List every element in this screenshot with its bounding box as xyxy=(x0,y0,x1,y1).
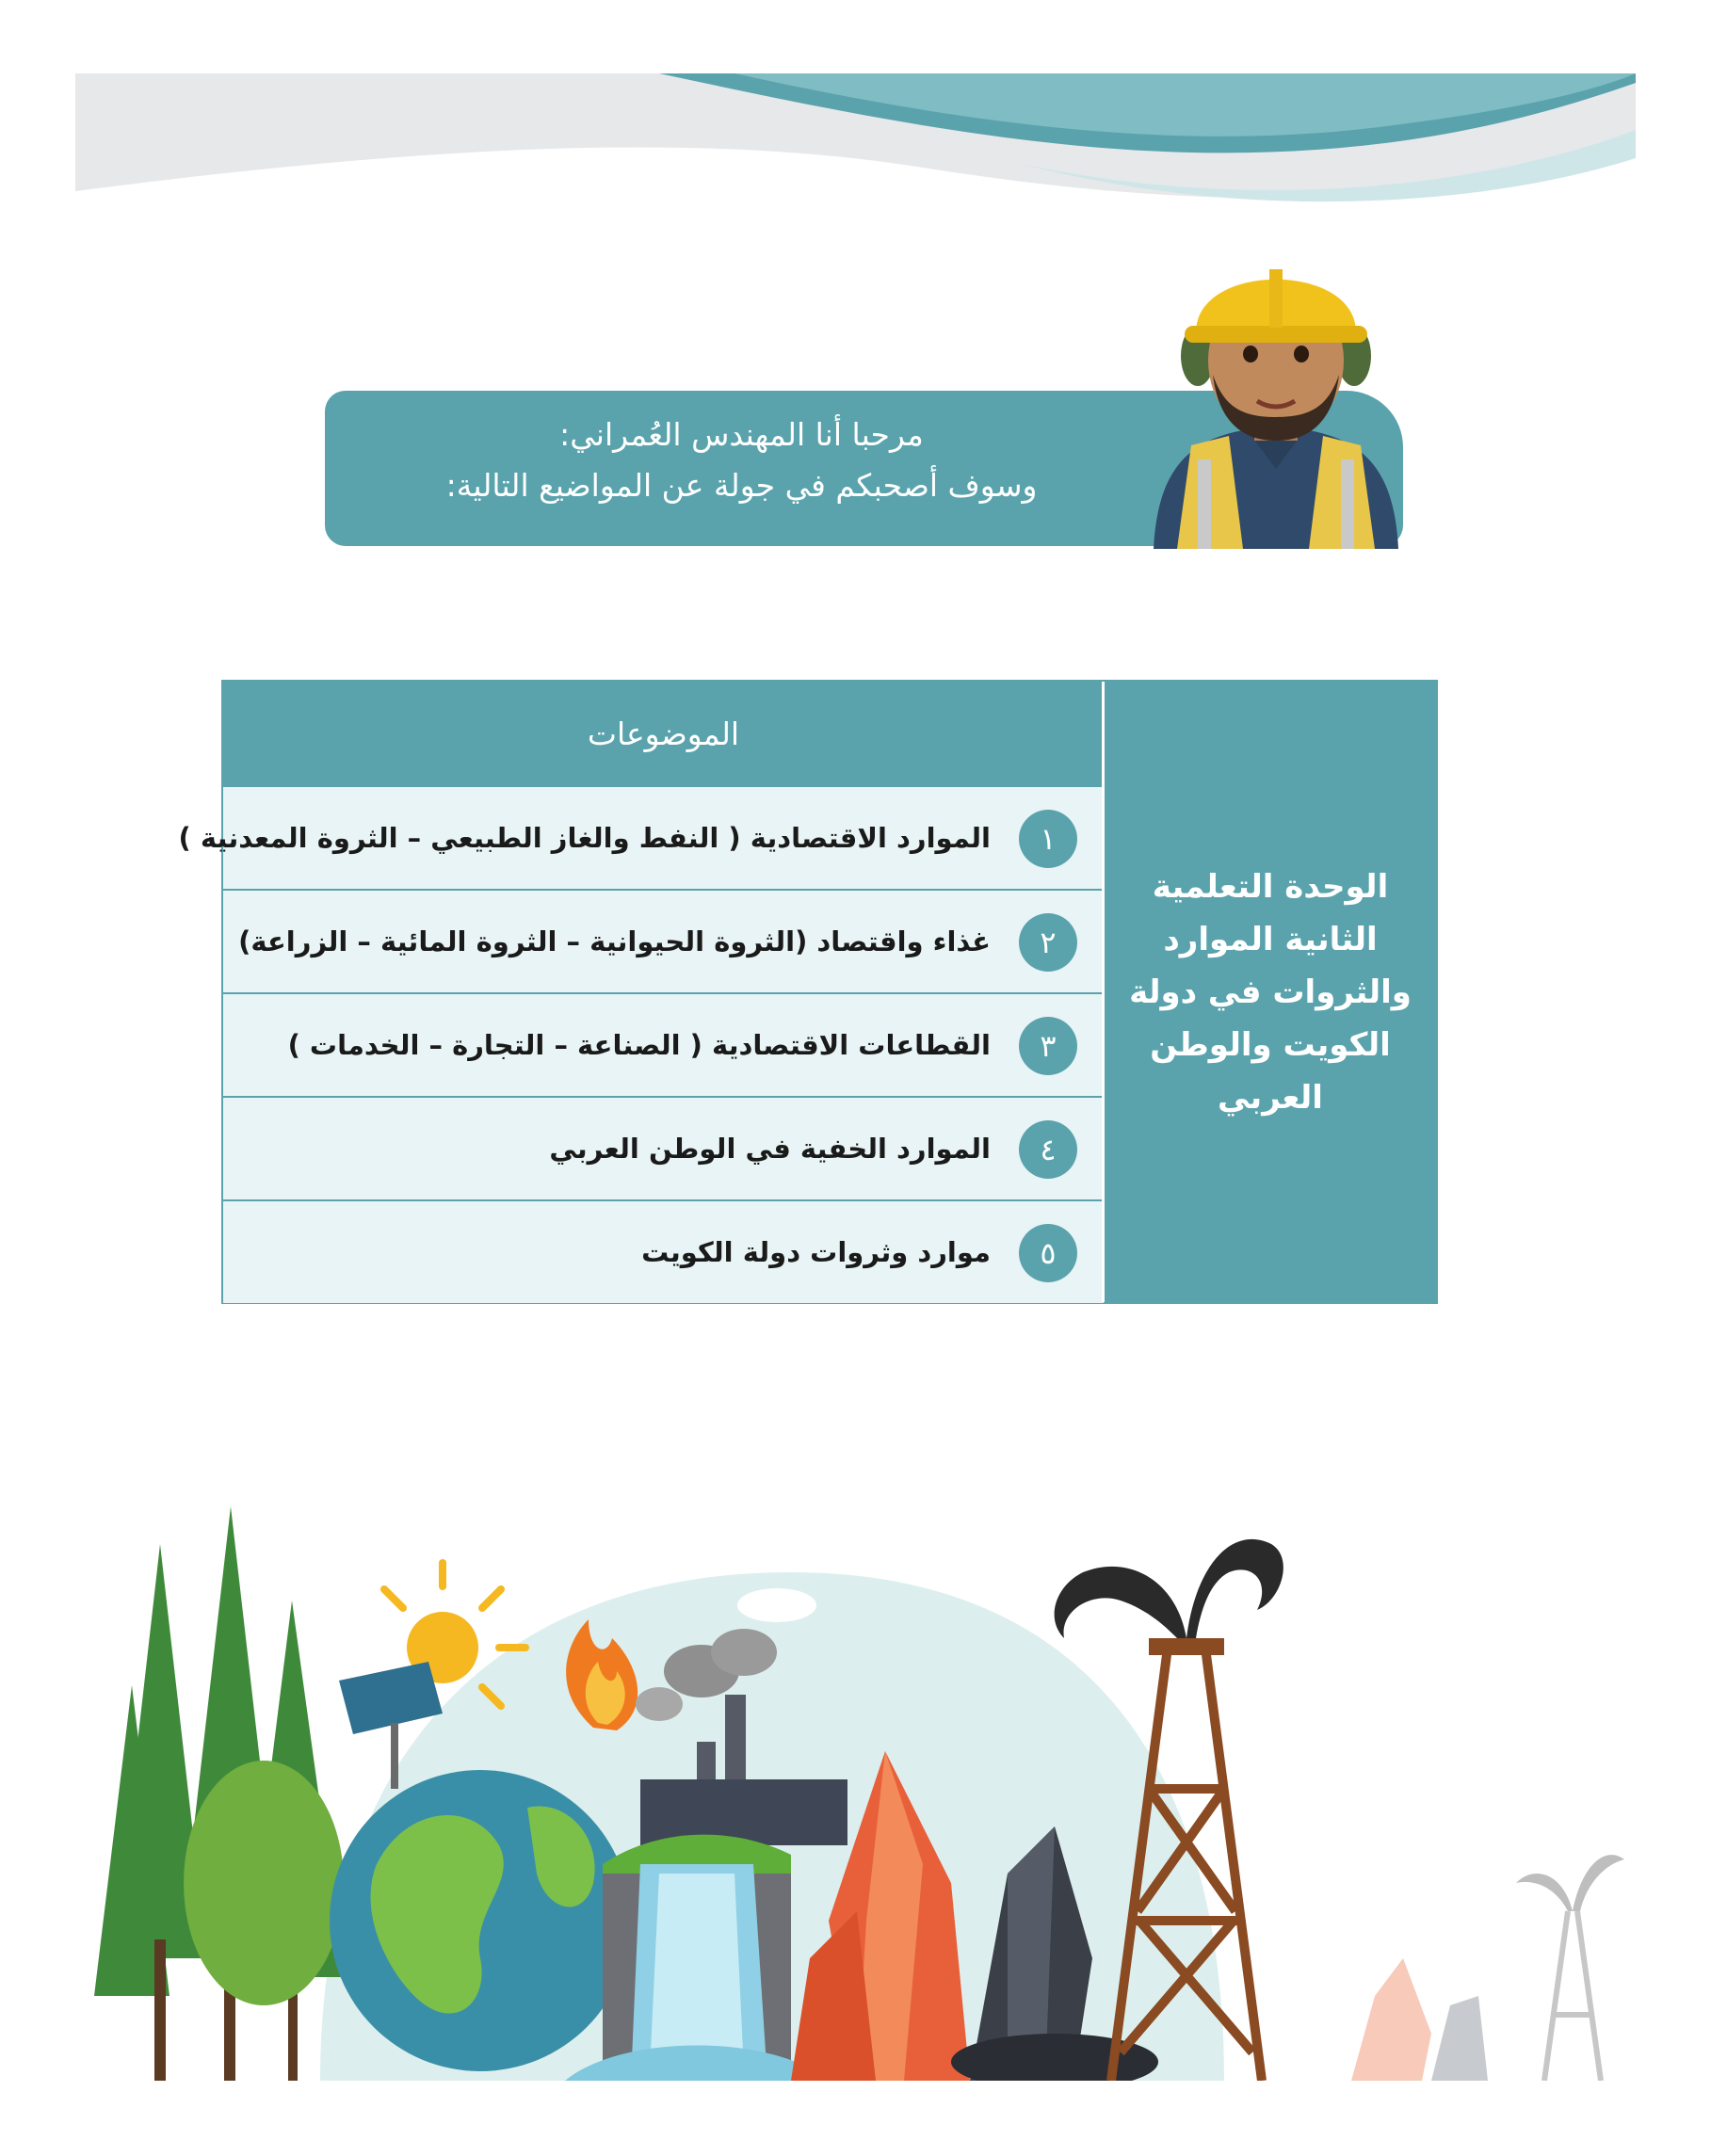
topic-number-badge: ٣ xyxy=(1019,1017,1077,1075)
topic-row xyxy=(223,992,1104,1096)
topic-text: الموارد الاقتصادية ( النفط والغاز الطبيعي – الثروة المعدنية ) xyxy=(178,822,991,854)
topic-row xyxy=(223,1199,1104,1303)
topic-row xyxy=(223,889,1104,992)
topic-text: غذاء واقتصاد (الثروة الحيوانية – الثروة المائية – الزراعة) xyxy=(238,925,991,957)
topic-number-badge: ٢ xyxy=(1019,913,1077,972)
topic-text: موارد وثروات دولة الكويت xyxy=(641,1236,991,1268)
natural-resources-illustration xyxy=(75,1469,1636,2081)
header-wave-banner xyxy=(75,73,1636,233)
intro-line-1: مرحبا أنا المهندس العُمراني: xyxy=(559,416,924,453)
topics-header: الموضوعات xyxy=(223,682,1104,785)
unit-title: الوحدة التعلمية الثانية الموارد والثروات في دولة الكويت والوطن العربي xyxy=(1129,867,1412,1117)
intro-line-2: وسوف أصحبكم في جولة عن المواضيع التالية: xyxy=(445,467,1038,504)
topics-column xyxy=(178,682,1104,1302)
topic-text: الموارد الخفية في الوطن العربي xyxy=(549,1133,991,1165)
topic-row xyxy=(178,785,1104,889)
topic-row xyxy=(223,1096,1104,1199)
topic-number-badge: ١ xyxy=(1019,810,1077,868)
topic-number-badge: ٥ xyxy=(1019,1224,1077,1282)
topics-table xyxy=(178,680,1438,1304)
engineer-avatar xyxy=(1139,243,1412,549)
unit-title-cell xyxy=(1102,682,1436,1302)
topic-text: القطاعات الاقتصادية ( الصناعة – التجارة – الخدمات ) xyxy=(287,1029,991,1061)
topic-number-badge: ٤ xyxy=(1019,1120,1077,1179)
